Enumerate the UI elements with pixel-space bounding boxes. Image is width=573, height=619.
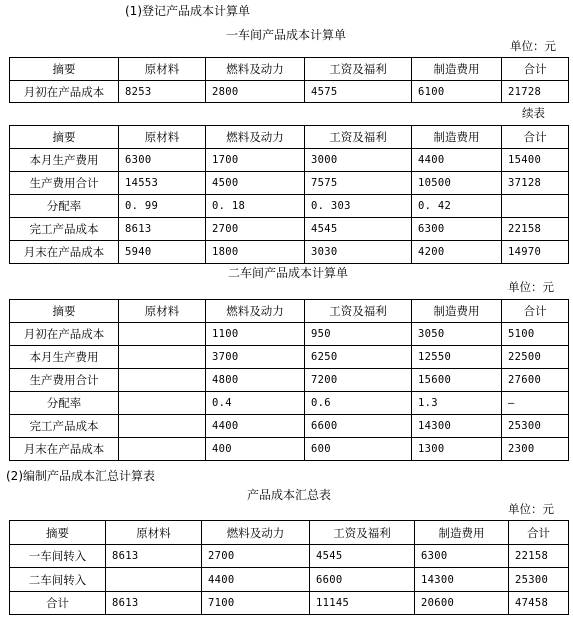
cell: 14553 — [119, 172, 206, 195]
table-header-row — [10, 300, 569, 323]
cell: 15600 — [412, 369, 502, 392]
header-cell: 工资及福利 — [305, 126, 412, 149]
row-label: 生产费用合计 — [10, 369, 119, 392]
header-cell: 燃料及动力 — [206, 126, 305, 149]
row-label: 月初在产品成本 — [10, 81, 119, 103]
cell: 0.6 — [305, 392, 412, 415]
row-label: 分配率 — [10, 392, 119, 415]
header-cell: 摘要 — [10, 126, 119, 149]
cell: 6600 — [305, 415, 412, 438]
cell: 1700 — [206, 149, 305, 172]
table-row — [10, 438, 569, 461]
table-row — [10, 195, 569, 218]
cell: 7100 — [202, 592, 310, 615]
header-cell: 制造费用 — [412, 300, 502, 323]
cell — [119, 438, 206, 461]
cell: 22500 — [502, 346, 569, 369]
row-label: 月初在产品成本 — [10, 323, 119, 346]
table-row — [10, 218, 569, 241]
cell — [106, 568, 202, 592]
cell: 47458 — [509, 592, 569, 615]
cell: 4400 — [412, 149, 502, 172]
table-row — [10, 172, 569, 195]
header-cell: 制造费用 — [412, 126, 502, 149]
row-label: 生产费用合计 — [10, 172, 119, 195]
cell: 6300 — [412, 218, 502, 241]
row-label: 合计 — [10, 592, 106, 615]
cell: 15400 — [502, 149, 569, 172]
cell: 0. 18 — [206, 195, 305, 218]
header-cell: 燃料及动力 — [206, 58, 305, 81]
table-row — [10, 545, 569, 568]
header-cell: 制造费用 — [412, 58, 502, 81]
cell: 5100 — [502, 323, 569, 346]
header-cell: 合计 — [502, 126, 569, 149]
row-label: 分配率 — [10, 195, 119, 218]
cell: 25300 — [509, 568, 569, 592]
header-cell: 原材料 — [119, 58, 206, 81]
table1-title: 一车间产品成本计算单 — [226, 28, 347, 42]
table1-part1 — [9, 57, 569, 103]
cell: 6300 — [119, 149, 206, 172]
table-row — [10, 346, 569, 369]
cell: 22158 — [509, 545, 569, 568]
cell: — — [502, 392, 569, 415]
header-cell: 摘要 — [10, 521, 106, 545]
cell — [502, 195, 569, 218]
cell: 14300 — [415, 568, 509, 592]
cell — [119, 415, 206, 438]
cell: 14970 — [502, 241, 569, 264]
cell: 1100 — [206, 323, 305, 346]
header-cell: 合计 — [502, 58, 569, 81]
table-row — [10, 592, 569, 615]
cell: 6250 — [305, 346, 412, 369]
cell: 0. 99 — [119, 195, 206, 218]
continued-label: 续表 — [522, 106, 545, 120]
header-cell: 摘要 — [10, 300, 119, 323]
table-header-row — [10, 58, 569, 81]
table-row — [10, 323, 569, 346]
cell: 3050 — [412, 323, 502, 346]
table-row — [10, 392, 569, 415]
cell: 8613 — [106, 545, 202, 568]
cell: 8253 — [119, 81, 206, 103]
cell: 20600 — [415, 592, 509, 615]
table-row — [10, 149, 569, 172]
cell: 3000 — [305, 149, 412, 172]
cell: 1300 — [412, 438, 502, 461]
header-cell: 制造费用 — [415, 521, 509, 545]
cell: 1800 — [206, 241, 305, 264]
cell: 3030 — [305, 241, 412, 264]
table2-unit: 单位：元 — [508, 280, 554, 294]
cell: 6100 — [412, 81, 502, 103]
cell: 11145 — [310, 592, 415, 615]
table3 — [9, 520, 569, 615]
row-label: 月末在产品成本 — [10, 438, 119, 461]
cell: 4400 — [202, 568, 310, 592]
header-cell: 原材料 — [119, 300, 206, 323]
cell — [119, 346, 206, 369]
table3-title: 产品成本汇总表 — [247, 488, 332, 502]
cell: 8613 — [119, 218, 206, 241]
table-row — [10, 415, 569, 438]
row-label: 完工产品成本 — [10, 415, 119, 438]
cell: 25300 — [502, 415, 569, 438]
cell: 27600 — [502, 369, 569, 392]
table1-part2 — [9, 125, 569, 264]
cell: 10500 — [412, 172, 502, 195]
row-label: 二车间转入 — [10, 568, 106, 592]
table-row — [10, 369, 569, 392]
cell: 950 — [305, 323, 412, 346]
header-cell: 合计 — [502, 300, 569, 323]
cell: 0. 303 — [305, 195, 412, 218]
cell: 0. 42 — [412, 195, 502, 218]
row-label: 本月生产费用 — [10, 149, 119, 172]
header-cell: 燃料及动力 — [206, 300, 305, 323]
header-cell: 工资及福利 — [305, 300, 412, 323]
cell: 5940 — [119, 241, 206, 264]
section-heading-2: (2)编制产品成本汇总计算表 — [6, 469, 155, 483]
cell: 37128 — [502, 172, 569, 195]
cell: 0.4 — [206, 392, 305, 415]
header-cell: 燃料及动力 — [202, 521, 310, 545]
cell: 14300 — [412, 415, 502, 438]
cell: 6300 — [415, 545, 509, 568]
cell: 4400 — [206, 415, 305, 438]
cell: 4500 — [206, 172, 305, 195]
cell: 3700 — [206, 346, 305, 369]
cell: 2700 — [206, 218, 305, 241]
table-row — [10, 241, 569, 264]
cell: 22158 — [502, 218, 569, 241]
row-label: 完工产品成本 — [10, 218, 119, 241]
cell: 6600 — [310, 568, 415, 592]
cell: 4200 — [412, 241, 502, 264]
row-label: 一车间转入 — [10, 545, 106, 568]
cell: 4545 — [305, 218, 412, 241]
table1-unit: 单位：元 — [510, 39, 556, 53]
header-cell: 工资及福利 — [305, 58, 412, 81]
cell: 8613 — [106, 592, 202, 615]
cell: 2800 — [206, 81, 305, 103]
cell: 4545 — [310, 545, 415, 568]
cell: 2300 — [502, 438, 569, 461]
table3-unit: 单位：元 — [508, 502, 554, 516]
header-cell: 工资及福利 — [310, 521, 415, 545]
cell — [119, 323, 206, 346]
table-header-row — [10, 126, 569, 149]
cell: 4575 — [305, 81, 412, 103]
header-cell: 摘要 — [10, 58, 119, 81]
table-row — [10, 81, 569, 103]
cell: 7200 — [305, 369, 412, 392]
cell: 7575 — [305, 172, 412, 195]
table-header-row — [10, 521, 569, 545]
cell: 600 — [305, 438, 412, 461]
cell — [119, 392, 206, 415]
cell: 2700 — [202, 545, 310, 568]
cell: 4800 — [206, 369, 305, 392]
table2 — [9, 299, 569, 461]
row-label: 本月生产费用 — [10, 346, 119, 369]
cell: 400 — [206, 438, 305, 461]
cell: 1.3 — [412, 392, 502, 415]
header-cell: 原材料 — [106, 521, 202, 545]
table-row — [10, 568, 569, 592]
row-label: 月末在产品成本 — [10, 241, 119, 264]
header-cell: 合计 — [509, 521, 569, 545]
table2-title: 二车间产品成本计算单 — [228, 266, 349, 280]
cell: 12550 — [412, 346, 502, 369]
cell — [119, 369, 206, 392]
header-cell: 原材料 — [119, 126, 206, 149]
section-heading-1: (1)登记产品成本计算单 — [125, 4, 250, 18]
cell: 21728 — [502, 81, 569, 103]
